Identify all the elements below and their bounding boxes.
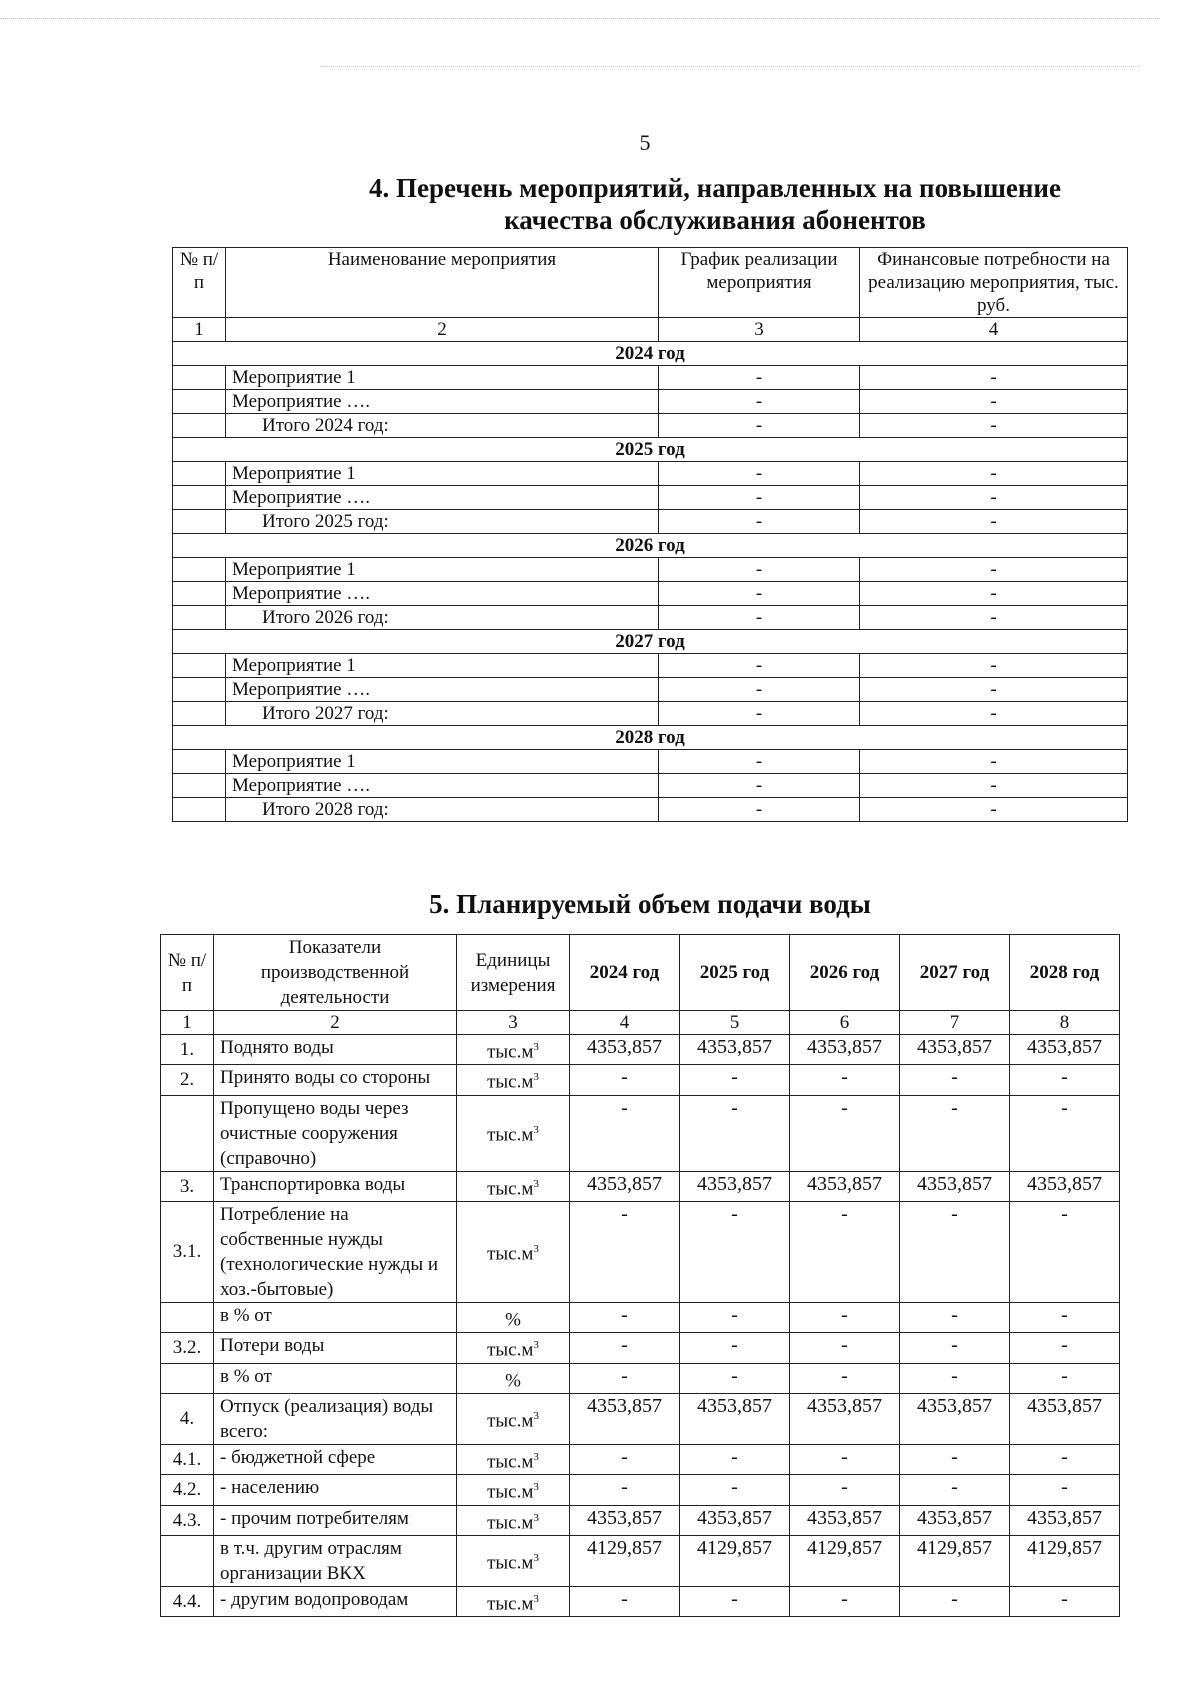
unit-text: % xyxy=(505,1369,521,1391)
year-value: - xyxy=(790,1475,900,1505)
schedule-value: - xyxy=(659,558,860,582)
unit-text: тыс.м xyxy=(487,1552,534,1574)
table-row xyxy=(161,1171,1120,1201)
table-row xyxy=(161,1393,1120,1444)
column-number-cell: 2 xyxy=(226,318,659,342)
year-value: 4353,857 xyxy=(1010,1171,1120,1201)
finance-value: - xyxy=(860,462,1128,486)
row-number-cell xyxy=(173,390,226,414)
row-number: 4.1. xyxy=(161,1444,214,1474)
table-row xyxy=(161,1505,1120,1535)
year-value: 4353,857 xyxy=(680,1393,790,1444)
section-4-title-line2: качества обслуживания абонентов xyxy=(504,205,926,235)
row-number-cell xyxy=(173,654,226,678)
table-row xyxy=(173,654,1128,678)
year-label: 2025 год xyxy=(173,438,1128,462)
year-group-row xyxy=(173,342,1128,366)
measure-name: Мероприятие 1 xyxy=(226,366,659,390)
year-value: 4353,857 xyxy=(900,1505,1010,1535)
unit-cell xyxy=(457,1586,570,1616)
unit-text: тыс.м xyxy=(487,1177,534,1199)
measure-name: Мероприятие …. xyxy=(226,678,659,702)
row-number: 4. xyxy=(161,1393,214,1444)
year-value: 4353,857 xyxy=(570,1505,680,1535)
measure-name: Мероприятие 1 xyxy=(226,750,659,774)
row-number xyxy=(161,1363,214,1393)
header-cell: Показатели производственной деятельности xyxy=(214,935,457,1011)
year-value: - xyxy=(900,1333,1010,1363)
finance-value: - xyxy=(860,414,1128,438)
unit-cell xyxy=(457,1171,570,1201)
year-value: 4129,857 xyxy=(570,1535,680,1586)
header-cell: Наименование мероприятия xyxy=(226,248,659,318)
indicator-name: - населению xyxy=(214,1475,457,1505)
schedule-value: - xyxy=(659,414,860,438)
unit-cell xyxy=(457,1302,570,1332)
year-value: - xyxy=(680,1333,790,1363)
row-number-cell xyxy=(173,774,226,798)
year-value: - xyxy=(680,1095,790,1171)
year-value: 4353,857 xyxy=(680,1505,790,1535)
row-number-cell xyxy=(173,702,226,726)
column-number-cell: 1 xyxy=(161,1011,214,1035)
schedule-value: - xyxy=(659,750,860,774)
unit-text: тыс.м xyxy=(487,1481,534,1503)
year-value: - xyxy=(680,1444,790,1474)
row-number-cell xyxy=(173,462,226,486)
unit-superscript: 3 xyxy=(533,1481,539,1494)
year-value: - xyxy=(1010,1475,1120,1505)
year-value: - xyxy=(790,1302,900,1332)
schedule-value: - xyxy=(659,798,860,822)
year-value: - xyxy=(570,1475,680,1505)
total-row xyxy=(173,414,1128,438)
header-cell-year: 2026 год xyxy=(790,935,900,1011)
finance-value: - xyxy=(860,582,1128,606)
unit-cell xyxy=(457,1095,570,1171)
row-number-cell xyxy=(173,414,226,438)
unit-cell xyxy=(457,1065,570,1095)
header-cell-year: 2028 год xyxy=(1010,935,1120,1011)
indicator-name: Потери воды xyxy=(214,1333,457,1363)
measure-name: Мероприятие …. xyxy=(226,774,659,798)
year-value: - xyxy=(570,1586,680,1616)
schedule-value: - xyxy=(659,510,860,534)
row-number-cell xyxy=(173,366,226,390)
measure-name: Мероприятие 1 xyxy=(226,558,659,582)
year-value: - xyxy=(680,1302,790,1332)
year-value: - xyxy=(900,1586,1010,1616)
schedule-value: - xyxy=(659,366,860,390)
column-number-cell: 8 xyxy=(1010,1011,1120,1035)
header-cell: № п/п xyxy=(173,248,226,318)
schedule-value: - xyxy=(659,390,860,414)
schedule-value: - xyxy=(659,702,860,726)
year-value: 4353,857 xyxy=(900,1035,1010,1065)
finance-value: - xyxy=(860,654,1128,678)
column-number-row xyxy=(161,1011,1120,1035)
total-row xyxy=(173,510,1128,534)
table-row xyxy=(161,1444,1120,1474)
indicator-name: Поднято воды xyxy=(214,1035,457,1065)
year-value: - xyxy=(790,1065,900,1095)
unit-superscript: 3 xyxy=(533,1339,539,1352)
finance-value: - xyxy=(860,606,1128,630)
year-value: 4129,857 xyxy=(680,1535,790,1586)
year-value: - xyxy=(570,1065,680,1095)
year-value: - xyxy=(900,1363,1010,1393)
unit-cell xyxy=(457,1475,570,1505)
section-5-title: 5. Планируемый объем подачи воды xyxy=(429,889,871,919)
total-label: Итого 2027 год: xyxy=(226,702,659,726)
finance-value: - xyxy=(860,510,1128,534)
table-row xyxy=(161,1095,1120,1171)
total-label: Итого 2026 год: xyxy=(226,606,659,630)
year-value: - xyxy=(1010,1586,1120,1616)
year-value: 4353,857 xyxy=(900,1393,1010,1444)
unit-cell xyxy=(457,1363,570,1393)
water-supply-table-header xyxy=(161,935,1120,1011)
column-number-cell: 2 xyxy=(214,1011,457,1035)
year-value: 4353,857 xyxy=(1010,1505,1120,1535)
year-group-row xyxy=(173,630,1128,654)
year-value: 4129,857 xyxy=(790,1535,900,1586)
indicator-name: - бюджетной сфере xyxy=(214,1444,457,1474)
column-number-cell: 4 xyxy=(860,318,1128,342)
finance-value: - xyxy=(860,750,1128,774)
finance-value: - xyxy=(860,702,1128,726)
year-value: - xyxy=(900,1444,1010,1474)
measure-name: Мероприятие 1 xyxy=(226,654,659,678)
unit-text: тыс.м xyxy=(487,1410,534,1432)
section-4-title xyxy=(360,172,1070,236)
year-group-row xyxy=(173,534,1128,558)
unit-superscript: 3 xyxy=(533,1410,539,1423)
total-row xyxy=(173,606,1128,630)
row-number: 4.4. xyxy=(161,1586,214,1616)
schedule-value: - xyxy=(659,774,860,798)
finance-value: - xyxy=(860,798,1128,822)
row-number: 4.3. xyxy=(161,1505,214,1535)
unit-superscript: 3 xyxy=(533,1071,539,1084)
year-value: - xyxy=(680,1065,790,1095)
schedule-value: - xyxy=(659,582,860,606)
unit-text: тыс.м xyxy=(487,1124,534,1146)
row-number-cell xyxy=(173,486,226,510)
year-value: - xyxy=(680,1586,790,1616)
year-value: - xyxy=(790,1586,900,1616)
table-row xyxy=(161,1302,1120,1332)
page-number: 5 xyxy=(639,130,651,155)
section-4-title-line1: 4. Перечень мероприятий, направленных на повышение xyxy=(369,173,1061,203)
unit-cell xyxy=(457,1444,570,1474)
row-number xyxy=(161,1302,214,1332)
column-number-row xyxy=(173,318,1128,342)
year-value: - xyxy=(790,1333,900,1363)
year-value: 4353,857 xyxy=(570,1171,680,1201)
unit-text: тыс.м xyxy=(487,1593,534,1615)
row-number-cell xyxy=(173,606,226,630)
table-row xyxy=(173,582,1128,606)
measures-table-header xyxy=(173,248,1128,318)
indicator-name: в % от xyxy=(214,1363,457,1393)
row-number xyxy=(161,1535,214,1586)
table-row xyxy=(173,486,1128,510)
unit-text: тыс.м xyxy=(487,1243,534,1265)
table-row xyxy=(173,750,1128,774)
year-value: - xyxy=(900,1302,1010,1332)
total-label: Итого 2028 год: xyxy=(226,798,659,822)
table-row xyxy=(161,1586,1120,1616)
unit-cell xyxy=(457,1505,570,1535)
year-value: - xyxy=(570,1302,680,1332)
unit-superscript: 3 xyxy=(533,1177,539,1190)
row-number xyxy=(161,1095,214,1171)
year-value: - xyxy=(570,1201,680,1302)
indicator-name: - другим водопроводам xyxy=(214,1586,457,1616)
year-value: 4129,857 xyxy=(900,1535,1010,1586)
year-value: - xyxy=(790,1201,900,1302)
header-cell-year: 2027 год xyxy=(900,935,1010,1011)
schedule-value: - xyxy=(659,654,860,678)
row-number-cell xyxy=(173,510,226,534)
table-row xyxy=(173,462,1128,486)
column-number-cell: 3 xyxy=(457,1011,570,1035)
column-number-cell: 4 xyxy=(570,1011,680,1035)
column-number-cell: 7 xyxy=(900,1011,1010,1035)
unit-text: тыс.м xyxy=(487,1451,534,1473)
year-value: 4353,857 xyxy=(680,1171,790,1201)
year-value: - xyxy=(1010,1302,1120,1332)
column-number-cell: 3 xyxy=(659,318,860,342)
table-row xyxy=(161,1201,1120,1302)
schedule-value: - xyxy=(659,462,860,486)
header-cell: График реализации мероприятия xyxy=(659,248,860,318)
table-row xyxy=(173,774,1128,798)
year-value: - xyxy=(1010,1095,1120,1171)
row-number-cell xyxy=(173,582,226,606)
header-cell: № п/п xyxy=(161,935,214,1011)
year-value: 4353,857 xyxy=(570,1393,680,1444)
column-number-cell: 6 xyxy=(790,1011,900,1035)
indicator-name: - прочим потребителям xyxy=(214,1505,457,1535)
year-label: 2027 год xyxy=(173,630,1128,654)
row-number-cell xyxy=(173,798,226,822)
year-value: - xyxy=(570,1333,680,1363)
header-cell-year: 2025 год xyxy=(680,935,790,1011)
year-value: - xyxy=(1010,1444,1120,1474)
total-label: Итого 2024 год: xyxy=(226,414,659,438)
row-number: 3. xyxy=(161,1171,214,1201)
year-value: 4353,857 xyxy=(790,1505,900,1535)
indicator-name: Пропущено воды через очистные сооружения (справочно) xyxy=(214,1095,457,1171)
indicator-name: Принято воды со стороны xyxy=(214,1065,457,1095)
measure-name: Мероприятие 1 xyxy=(226,462,659,486)
unit-cell xyxy=(457,1535,570,1586)
measure-name: Мероприятие …. xyxy=(226,390,659,414)
unit-superscript: 3 xyxy=(533,1552,539,1565)
year-value: 4353,857 xyxy=(790,1035,900,1065)
year-value: - xyxy=(900,1201,1010,1302)
unit-text: тыс.м xyxy=(487,1339,534,1361)
unit-superscript: 3 xyxy=(533,1511,539,1524)
year-value: - xyxy=(1010,1363,1120,1393)
unit-cell xyxy=(457,1201,570,1302)
column-number-cell: 1 xyxy=(173,318,226,342)
table-row xyxy=(161,1535,1120,1586)
indicator-name: в % от xyxy=(214,1302,457,1332)
year-value: 4129,857 xyxy=(1010,1535,1120,1586)
row-number: 3.1. xyxy=(161,1201,214,1302)
year-value: 4353,857 xyxy=(570,1035,680,1065)
year-group-row xyxy=(173,438,1128,462)
year-value: - xyxy=(900,1095,1010,1171)
year-value: 4353,857 xyxy=(1010,1393,1120,1444)
table-row xyxy=(161,1475,1120,1505)
unit-cell xyxy=(457,1393,570,1444)
unit-superscript: 3 xyxy=(533,1592,539,1605)
year-label: 2024 год xyxy=(173,342,1128,366)
year-value: 4353,857 xyxy=(680,1035,790,1065)
row-number-cell xyxy=(173,750,226,774)
row-number-cell xyxy=(173,558,226,582)
row-number-cell xyxy=(173,678,226,702)
year-value: - xyxy=(790,1095,900,1171)
year-label: 2026 год xyxy=(173,534,1128,558)
indicator-name: Отпуск (реализация) воды всего: xyxy=(214,1393,457,1444)
finance-value: - xyxy=(860,678,1128,702)
column-number-cell: 5 xyxy=(680,1011,790,1035)
year-value: - xyxy=(680,1201,790,1302)
year-value: - xyxy=(790,1444,900,1474)
year-value: 4353,857 xyxy=(900,1171,1010,1201)
finance-value: - xyxy=(860,558,1128,582)
finance-value: - xyxy=(860,390,1128,414)
year-label: 2028 год xyxy=(173,726,1128,750)
table-row xyxy=(161,1333,1120,1363)
scan-artifact-line xyxy=(0,18,1160,19)
table-row xyxy=(173,366,1128,390)
header-cell: Единицы измерения xyxy=(457,935,570,1011)
table-row xyxy=(173,390,1128,414)
indicator-name: в т.ч. другим отраслям организации ВКХ xyxy=(214,1535,457,1586)
unit-superscript: 3 xyxy=(533,1041,539,1053)
year-value: - xyxy=(900,1475,1010,1505)
indicator-name: Потребление на собственные нужды (технологические нужды и хоз.-бытовые) xyxy=(214,1201,457,1302)
finance-value: - xyxy=(860,366,1128,390)
year-value: - xyxy=(790,1363,900,1393)
unit-cell xyxy=(457,1333,570,1363)
year-value: 4353,857 xyxy=(1010,1035,1120,1065)
year-value: - xyxy=(900,1065,1010,1095)
year-value: 4353,857 xyxy=(790,1393,900,1444)
header-cell: Финансовые потребности на реализацию мероприятия, тыс. руб. xyxy=(860,248,1128,318)
schedule-value: - xyxy=(659,486,860,510)
finance-value: - xyxy=(860,486,1128,510)
year-value: - xyxy=(680,1363,790,1393)
schedule-value: - xyxy=(659,606,860,630)
year-value: - xyxy=(1010,1201,1120,1302)
year-value: - xyxy=(570,1444,680,1474)
year-value: 4353,857 xyxy=(790,1171,900,1201)
header-cell-year: 2024 год xyxy=(570,935,680,1011)
unit-superscript: 3 xyxy=(533,1124,539,1137)
unit-text: тыс.м xyxy=(487,1071,534,1093)
table-row xyxy=(173,678,1128,702)
year-group-row xyxy=(173,726,1128,750)
row-number: 1. xyxy=(161,1035,214,1065)
year-value: - xyxy=(1010,1333,1120,1363)
unit-superscript: 3 xyxy=(533,1243,539,1256)
year-value: - xyxy=(680,1475,790,1505)
year-value: - xyxy=(1010,1065,1120,1095)
row-number: 4.2. xyxy=(161,1475,214,1505)
total-label: Итого 2025 год: xyxy=(226,510,659,534)
total-row xyxy=(173,702,1128,726)
row-number: 2. xyxy=(161,1065,214,1095)
total-row xyxy=(173,798,1128,822)
table-row xyxy=(161,1065,1120,1095)
measures-table xyxy=(172,247,1128,822)
finance-value: - xyxy=(860,774,1128,798)
year-value: - xyxy=(570,1363,680,1393)
table-row xyxy=(173,558,1128,582)
unit-text: тыс.м xyxy=(487,1041,534,1063)
table-row xyxy=(161,1363,1120,1393)
indicator-name: Транспортировка воды xyxy=(214,1171,457,1201)
unit-superscript: 3 xyxy=(533,1450,539,1463)
scan-artifact-line xyxy=(320,66,1140,67)
water-supply-table xyxy=(160,934,1120,1617)
unit-text: тыс.м xyxy=(487,1511,534,1533)
measure-name: Мероприятие …. xyxy=(226,486,659,510)
table-row xyxy=(161,1035,1120,1065)
row-number: 3.2. xyxy=(161,1333,214,1363)
schedule-value: - xyxy=(659,678,860,702)
year-value: - xyxy=(570,1095,680,1171)
unit-cell xyxy=(457,1035,570,1065)
measure-name: Мероприятие …. xyxy=(226,582,659,606)
unit-text: % xyxy=(505,1309,521,1331)
